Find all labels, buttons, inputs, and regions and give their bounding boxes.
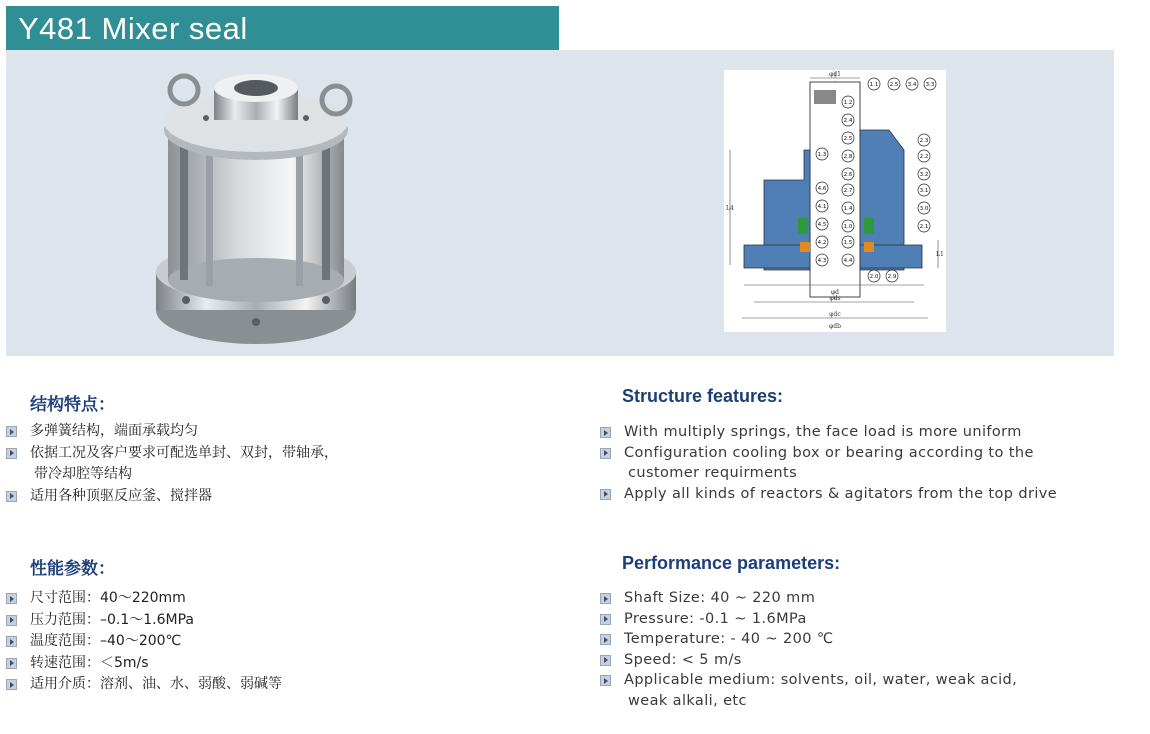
dim-d1: φd1: [829, 71, 841, 78]
dim-db: φdb: [829, 323, 841, 330]
en-structure-list: [600, 422, 1057, 504]
list-item-text: 压力范围：–0.1～1.6MPa: [30, 611, 195, 628]
bullet-arrow-icon: [6, 593, 17, 604]
list-item: [6, 631, 282, 653]
list-item-text: 温度范围：–40～200℃: [30, 633, 182, 649]
list-item-text: Shaft Size: 40 ~ 220 mm: [624, 590, 816, 606]
cn-performance-heading: 性能参数：: [30, 559, 115, 579]
part-callout-label: 2.5: [843, 136, 853, 142]
page-title: Y481 Mixer seal: [6, 6, 559, 50]
list-item-text: Temperature: - 40 ~ 200 ℃: [624, 631, 834, 647]
list-item-text: 适用各种顶驱反应釜、搅拌器: [30, 487, 212, 504]
part-callout-label: 4.1: [817, 204, 827, 210]
part-callout-label: 1.3: [817, 152, 827, 158]
part-callout-label: 2.8: [843, 154, 853, 160]
part-callout-label: 1.4: [843, 206, 853, 212]
list-item: [6, 443, 338, 486]
list-item: [600, 629, 1017, 650]
bullet-arrow-icon: [600, 675, 611, 686]
list-item-text: With multiply springs, the face load is more uniform: [624, 424, 1022, 440]
list-item: [600, 670, 1017, 711]
bullet-arrow-icon: [6, 658, 17, 669]
list-item-text: weak alkali, etc: [628, 692, 747, 709]
cn-performance-list: [6, 588, 282, 696]
list-item: [6, 486, 338, 508]
part-callout-label: 2.2: [919, 154, 929, 160]
list-item-text: Applicable medium: solvents, oil, water, weak acid,: [624, 672, 1018, 688]
list-item-text: 转速范围：＜5m/s: [30, 654, 149, 671]
list-item: [600, 588, 1017, 609]
list-item: [6, 588, 282, 610]
list-item: [600, 609, 1017, 630]
list-item-text: Speed: < 5 m/s: [624, 651, 742, 668]
bullet-arrow-icon: [6, 679, 17, 690]
dim-l4: L4: [726, 205, 734, 212]
part-callout-label: 2.1: [919, 224, 929, 230]
list-item-text: 多弹簧结构，端面承载均匀: [30, 423, 198, 439]
product-hero: [6, 50, 1114, 356]
list-item-text: customer requirments: [628, 465, 798, 481]
list-item: [6, 653, 282, 675]
part-callout-label: 3.4: [907, 82, 917, 88]
bullet-arrow-icon: [600, 593, 611, 604]
part-callout-label: 3.2: [919, 172, 929, 178]
part-callout-label: 2.0: [869, 274, 879, 280]
bullet-arrow-icon: [600, 614, 611, 625]
bullet-arrow-icon: [6, 491, 17, 502]
bullet-arrow-icon: [600, 448, 611, 459]
part-callout-label: 1.2: [843, 100, 853, 106]
bullet-arrow-icon: [600, 655, 611, 666]
part-callout-label: 3.3: [925, 82, 935, 88]
list-item: [600, 484, 1057, 505]
cross-section-drawing-icon: [724, 70, 946, 332]
part-callout-label: 2.4: [843, 118, 853, 124]
part-callout-label: 4.3: [817, 258, 827, 264]
bullet-arrow-icon: [6, 615, 17, 626]
list-item-text: Apply all kinds of reactors & agitators from the top drive: [624, 485, 1058, 502]
part-callout-label: 2.7: [843, 188, 853, 194]
part-callout-label: 3.1: [919, 188, 929, 194]
list-item-text: Configuration cooling box or bearing according to the: [624, 444, 1034, 461]
part-callout-label: 4.6: [817, 186, 827, 192]
list-item: [6, 674, 282, 696]
part-callout-label: 2.5: [889, 82, 899, 88]
bullet-arrow-icon: [6, 636, 17, 647]
bullet-arrow-icon: [600, 489, 611, 500]
list-item: [600, 422, 1057, 443]
cn-structure-list: [6, 421, 338, 507]
part-callout-label: 4.4: [843, 258, 853, 264]
list-item: [6, 610, 282, 632]
dim-ds: φds: [829, 295, 841, 302]
en-structure-heading: Structure features:: [622, 386, 784, 406]
bullet-arrow-icon: [6, 426, 17, 437]
list-item-text: 适用介质：溶剂、油、水、弱酸、弱碱等: [30, 676, 282, 692]
en-performance-list: [600, 588, 1017, 711]
part-callout-label: 4.5: [817, 222, 827, 228]
dim-d: φd: [830, 289, 840, 296]
part-callout-label: 1.1: [869, 82, 879, 88]
dim-dc: φdc: [829, 311, 841, 318]
list-item: [600, 650, 1017, 671]
bullet-arrow-icon: [600, 427, 611, 438]
list-item: [600, 443, 1057, 484]
part-callout-label: 2.3: [919, 138, 929, 144]
part-callout-label: 1.5: [843, 240, 853, 246]
list-item-text: Pressure: -0.1 ~ 1.6MPa: [624, 610, 807, 627]
list-item-text: 带冷却腔等结构: [34, 466, 132, 482]
list-item: [6, 421, 338, 443]
cn-structure-heading: 结构特点：: [30, 395, 115, 415]
part-callout-label: 1.0: [843, 224, 853, 230]
part-callout-label: 2.9: [887, 274, 897, 280]
dim-l1: L1: [936, 251, 944, 258]
bullet-arrow-icon: [6, 448, 17, 459]
part-callout-label: 4.2: [817, 240, 827, 246]
seal-photo-icon: [146, 60, 366, 350]
part-callout-label: 3.0: [919, 206, 929, 212]
list-item-text: 依据工况及客户要求可配选单封、双封，带轴承，: [30, 444, 338, 461]
bullet-arrow-icon: [600, 634, 611, 645]
list-item-text: 尺寸范围：40～220mm: [30, 590, 186, 606]
part-callout-label: 2.6: [843, 172, 853, 178]
en-performance-heading: Performance parameters:: [622, 553, 841, 573]
